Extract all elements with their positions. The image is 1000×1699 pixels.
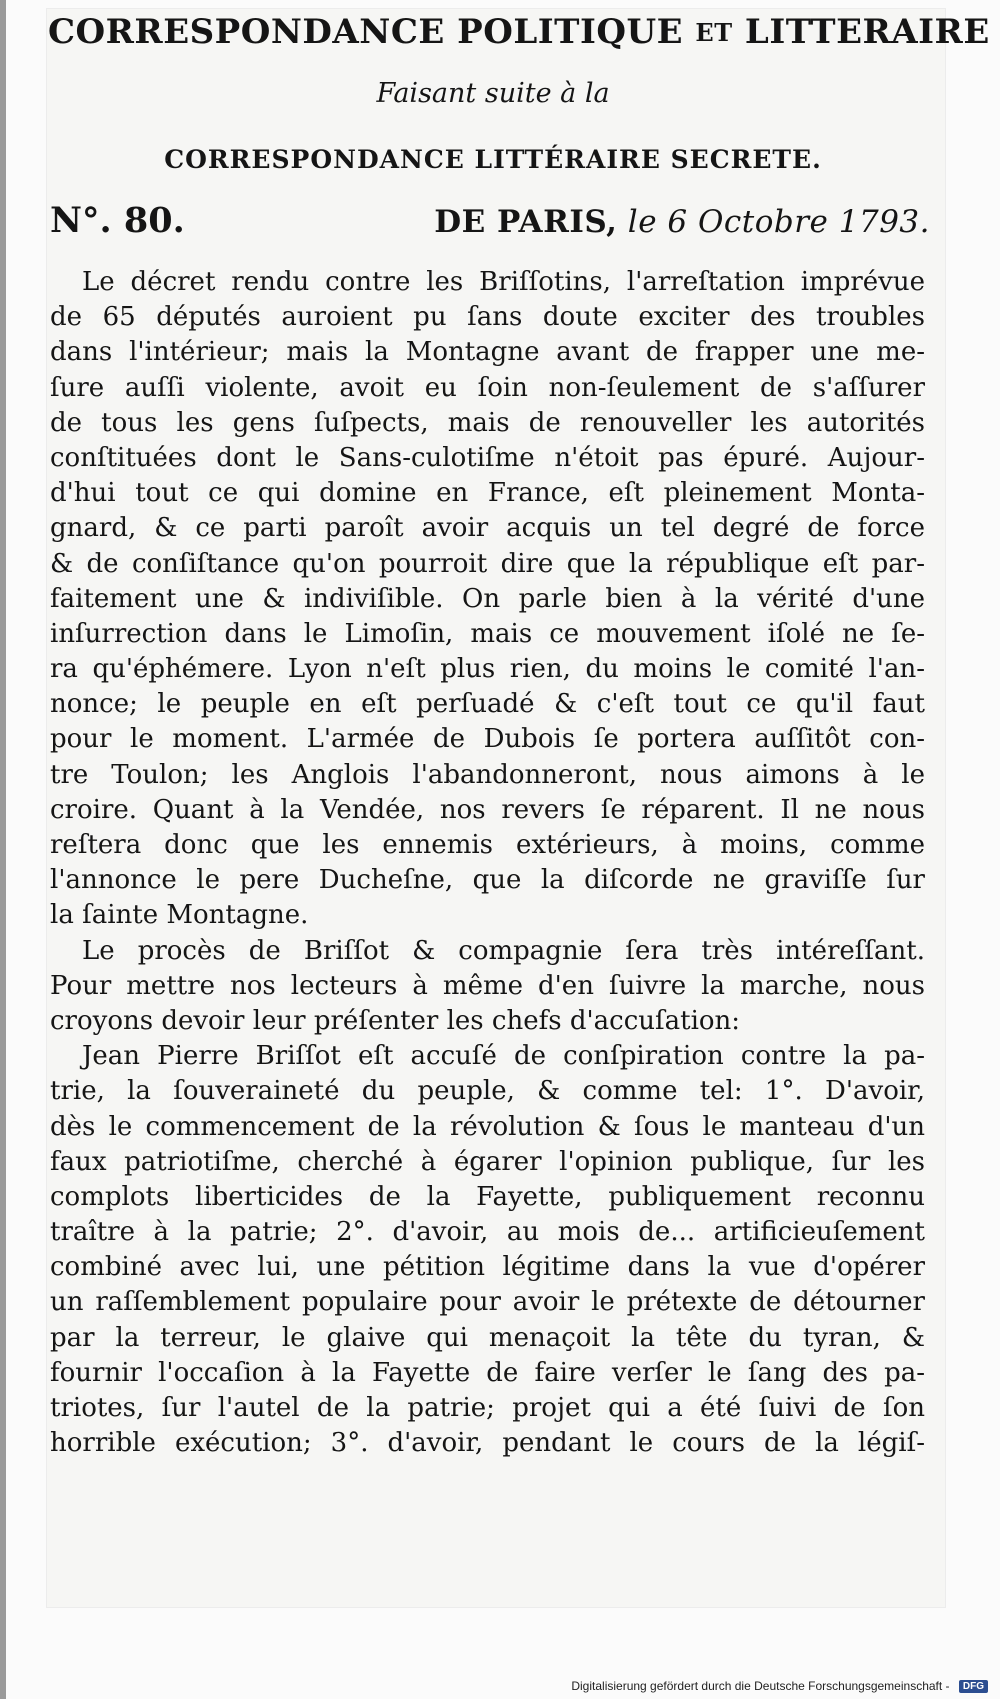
text-line: de 65 députés auroient pu ſans doute exciter des troubles bbox=[50, 302, 925, 333]
text-line: d'hui tout ce qui domine en France, eſt pleinement Monta- bbox=[50, 478, 925, 509]
text-line: fournir l'occaſion à la Fayette de faire verſer le ſang des pa- bbox=[50, 1357, 925, 1388]
text-line: Pour mettre nos lecteurs à même d'en ſuivre la marche, nous bbox=[50, 970, 925, 1001]
page-edge-shadow bbox=[0, 0, 6, 1699]
text-line: pour le moment. L'armée de Dubois ſe portera auſſitôt con- bbox=[50, 724, 925, 755]
text-line: reſtera donc que les ennemis extérieurs, à moins, comme bbox=[50, 830, 925, 860]
text-line: Le décret rendu contre les Briſſotins, l'arreſtation imprévue bbox=[82, 267, 925, 297]
text-line: ra qu'éphémere. Lyon n'eſt plus rien, du moins le comité l'an- bbox=[50, 654, 925, 685]
masthead-title-right: LITTERAIRE bbox=[744, 12, 990, 52]
text-line: la ſainte Montagne. bbox=[50, 900, 309, 931]
text-line: faux patriotiſme, cherché à égarer l'opinion publique, ſur les bbox=[50, 1146, 925, 1177]
text-line: par la terreur, le glaive qui menaçoit la tête du tyran, & bbox=[50, 1322, 925, 1353]
issue-dateline bbox=[434, 204, 930, 240]
text-line: complots liberticides de la Fayette, publiquement reconnu bbox=[50, 1181, 925, 1212]
text-line: horrible exécution; 3°. d'avoir, pendant le cours de la légiſ- bbox=[50, 1428, 925, 1459]
digitization-credit bbox=[571, 1679, 988, 1693]
text-line: l'annonce le pere Ducheſne, que la diſcorde ne graviſſe ſur bbox=[50, 865, 925, 896]
text-line: tre Toulon; les Anglois l'abandonneront, nous aimons à le bbox=[50, 759, 925, 790]
text-line: dans l'intérieur; mais la Montagne avant de frapper une me- bbox=[50, 337, 925, 368]
masthead-subtitle: Faisant suite à la bbox=[376, 78, 610, 109]
text-line: Le procès de Briſſot & compagnie ſera très intéreſſant. bbox=[82, 935, 925, 966]
issue-number: N°. 80. bbox=[50, 200, 185, 241]
masthead-title-et: ET bbox=[695, 18, 733, 47]
text-line: un raſſemblement populaire pour avoir le prétexte de détourner bbox=[50, 1287, 925, 1318]
text-line: croire. Quant à la Vendée, nos revers ſe réparent. Il ne nous bbox=[50, 794, 925, 825]
dfg-logo: DFG bbox=[959, 1680, 988, 1693]
text-line: croyons devoir leur préſenter les chefs d'accuſation: bbox=[50, 1005, 741, 1036]
masthead-title bbox=[48, 12, 990, 52]
paragraph-2 bbox=[50, 934, 925, 1040]
text-line: dès le commencement de la révolution & ſous le manteau d'un bbox=[50, 1111, 925, 1142]
masthead-title-left: CORRESPONDANCE POLITIQUE bbox=[48, 12, 684, 52]
text-line: traître à la patrie; 2°. d'avoir, au mois de... artificieuſement bbox=[50, 1217, 925, 1248]
text-line: triotes, ſur l'autel de la patrie; projet qui a été ſuivi de ſon bbox=[50, 1393, 925, 1423]
text-line: combiné avec lui, une pétition légitime dans la vue d'opérer bbox=[50, 1252, 925, 1283]
digitization-credit-text: Digitalisierung gefördert durch die Deutsche Forschungsgemeinschaft - bbox=[571, 1679, 950, 1693]
paragraph-1 bbox=[50, 265, 925, 934]
issue-date: le 6 Octobre 1793. bbox=[627, 204, 930, 240]
issue-place: DE PARIS, bbox=[434, 204, 618, 240]
text-line: de tous les gens ſuſpects, mais de renouveller les autorités bbox=[50, 407, 925, 438]
masthead-series-title: CORRESPONDANCE LITTÉRAIRE SECRETE. bbox=[164, 145, 822, 174]
text-line: Jean Pierre Briſſot eſt accuſé de conſpiration contre la pa- bbox=[82, 1041, 925, 1072]
text-line: trie, la ſouveraineté du peuple, & comme tel: 1°. D'avoir, bbox=[50, 1076, 925, 1107]
text-line: conſtituées dont le Sans-culotiſme n'étoit pas épuré. Aujour- bbox=[50, 442, 925, 473]
text-line: & de conſiſtance qu'on pourroit dire que la république eſt par- bbox=[50, 548, 925, 579]
article-body bbox=[50, 265, 925, 1461]
text-line: nonce; le peuple en eſt perſuadé & c'eſt tout ce qu'il faut bbox=[50, 689, 925, 720]
issue-line bbox=[50, 200, 930, 250]
paragraph-3 bbox=[50, 1039, 925, 1461]
text-line: gnard, & ce parti paroît avoir acquis un tel degré de force bbox=[50, 513, 925, 544]
text-line: faitement une & indiviſible. On parle bien à la vérité d'une bbox=[50, 583, 925, 614]
text-line: inſurrection dans le Limoſin, mais ce mouvement iſolé ne ſe- bbox=[50, 618, 925, 649]
text-line: ſure auſſi violente, avoit eu ſoin non-ſeulement de s'aſſurer bbox=[50, 372, 925, 403]
